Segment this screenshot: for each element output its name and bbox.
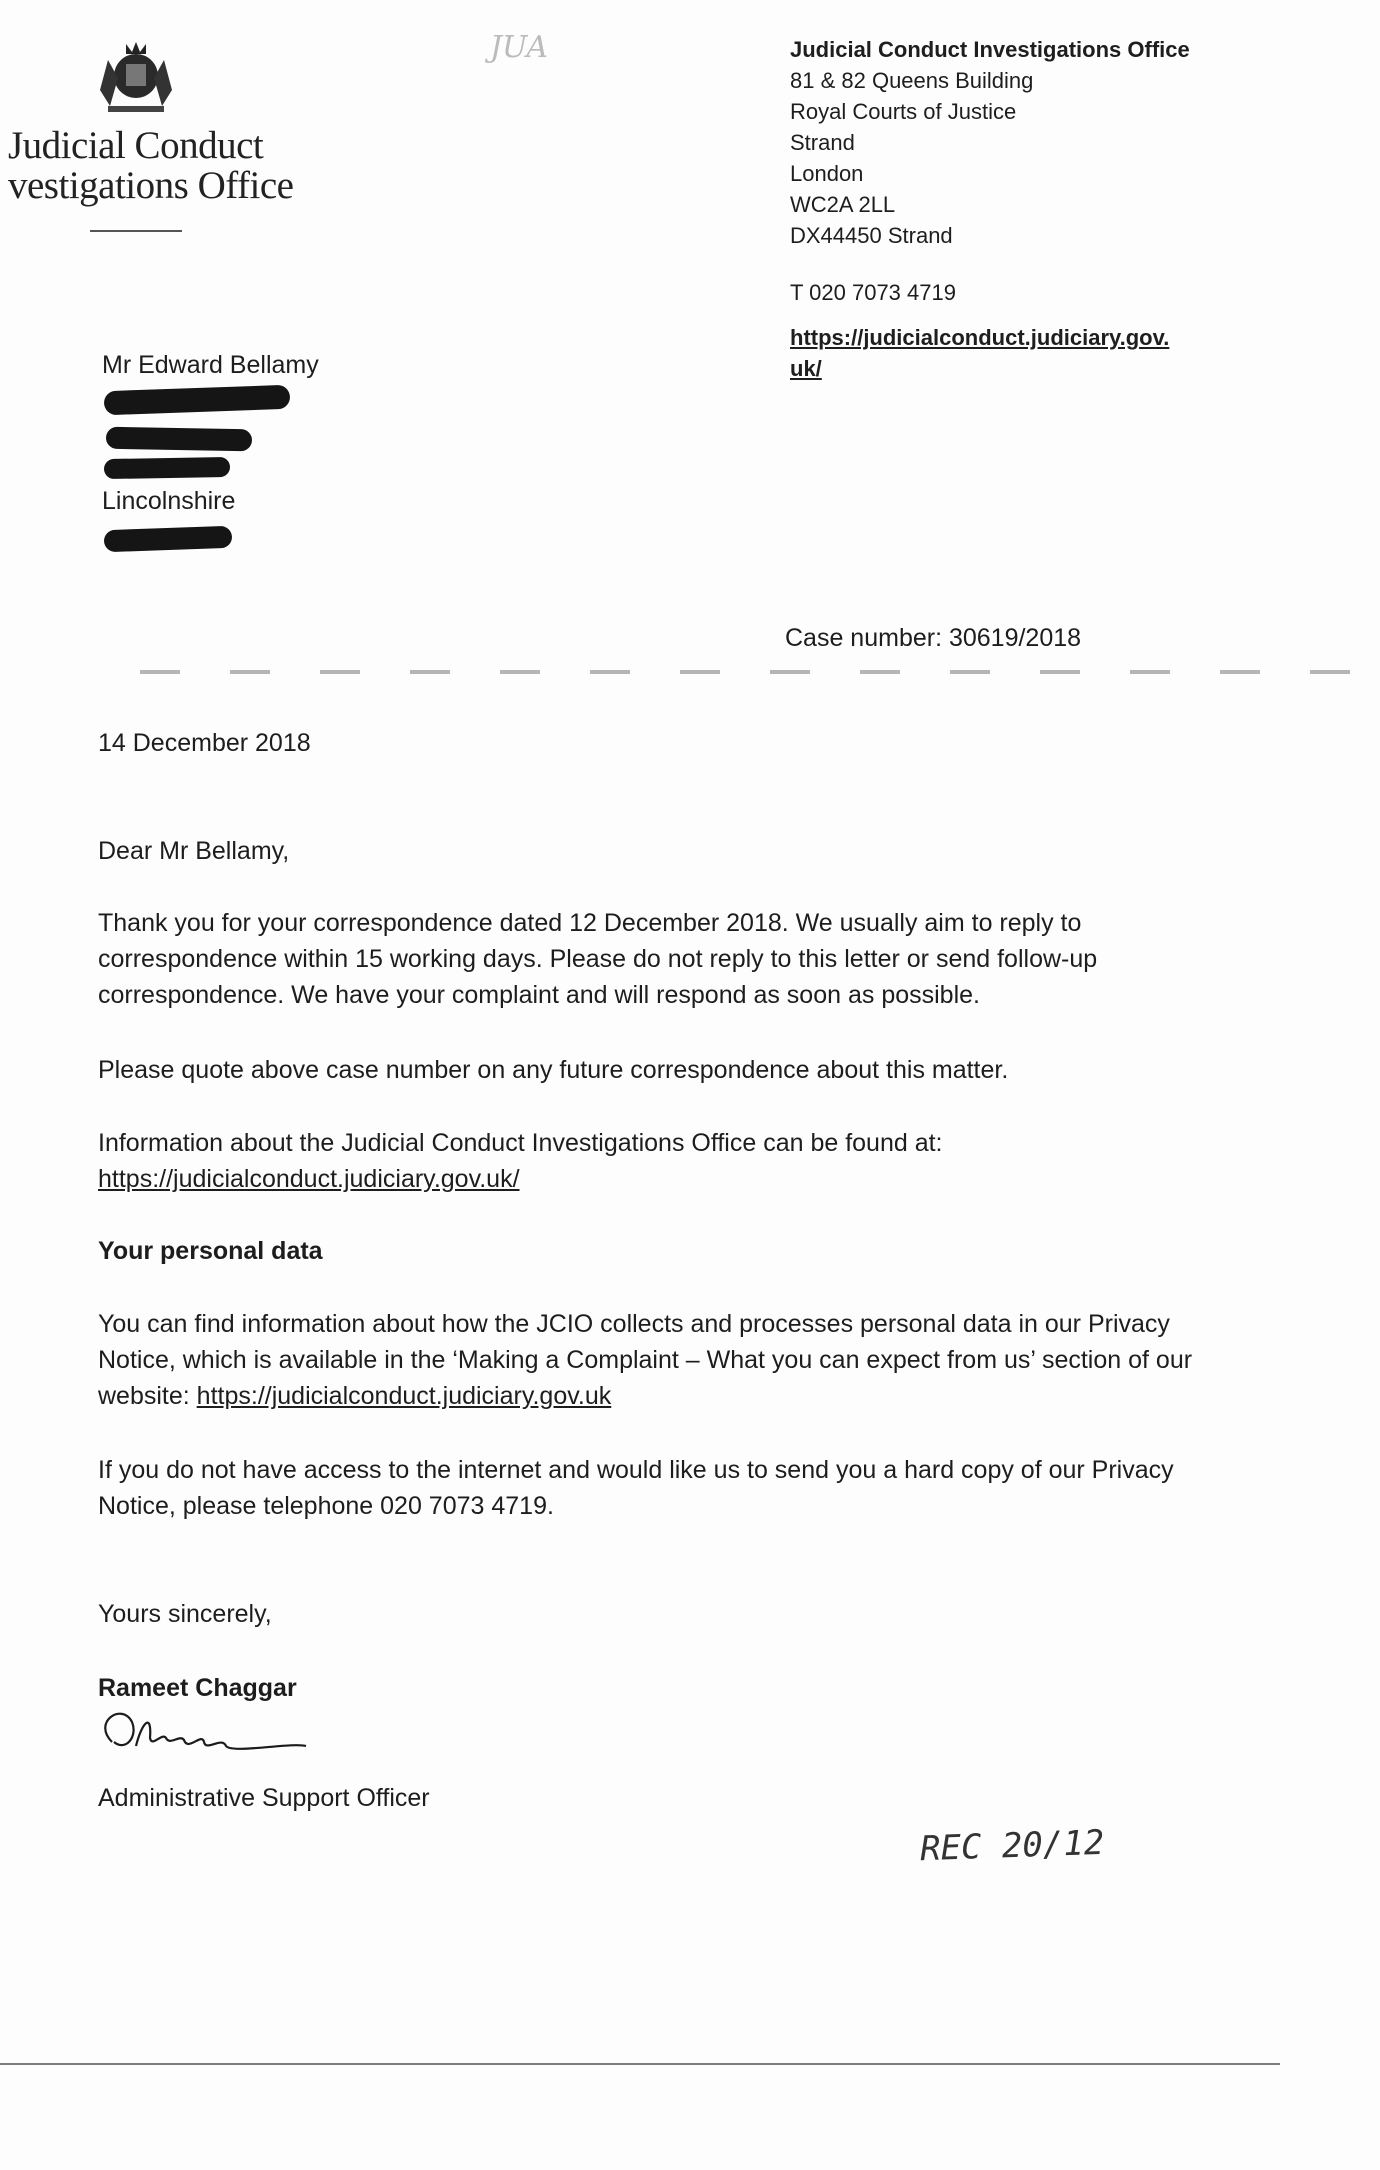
sender-phone: T 020 7073 4719 <box>790 280 956 305</box>
organisation-logo-text <box>8 126 293 206</box>
paragraph-hard-copy: If you do not have access to the internet and would like us to send you a hard copy of our Privacy Notice, please telephone 020 7073 4719. <box>98 1456 1174 1520</box>
paragraph-case-reference: Please quote above case number on any future correspondence about this matter. <box>98 1056 1009 1084</box>
signature <box>92 1702 312 1772</box>
address-line: DX44450 Strand <box>790 223 953 248</box>
address-line: London <box>790 161 864 186</box>
redaction-bar <box>104 385 291 415</box>
paragraph-privacy <box>98 1306 1198 1414</box>
redaction-bar <box>104 457 230 479</box>
recipient-name: Mr Edward Bellamy <box>102 351 319 379</box>
logo-line-2: vestigations Office <box>8 164 294 207</box>
privacy-website-link[interactable]: https://judicialconduct.judiciary.gov.uk <box>196 1382 612 1410</box>
section-heading: Your personal data <box>98 1237 323 1265</box>
salutation: Dear Mr Bellamy, <box>98 837 290 865</box>
logo-line-1: Judicial Conduct <box>8 124 264 167</box>
handwritten-note: REC 20/12 <box>919 1822 1105 1870</box>
redaction-bar <box>104 526 233 552</box>
address-line: WC2A 2LL <box>790 192 896 217</box>
recipient-county: Lincolnshire <box>102 487 236 515</box>
paragraph-text: You can find information about how the JCIO collects and processes personal data in our Privacy Notice, which is available in the ‘Making a Complaint – What you can expect from us’ section of our website: <box>98 1310 1193 1410</box>
closing: Yours sincerely, <box>98 1600 272 1628</box>
website-link[interactable]: https://judicialconduct.judiciary.gov.uk/ <box>98 1165 520 1193</box>
logo-divider <box>90 230 182 232</box>
letter-date: 14 December 2018 <box>98 729 311 757</box>
paragraph-acknowledgement: Thank you for your correspondence dated 12 December 2018. We usually aim to reply to correspondence within 15 working days. Please do not reply to this letter or send follow-up correspondence. We have your complaint and will respond as soon as possible. <box>98 909 1098 1009</box>
case-number: Case number: 30619/2018 <box>785 624 1082 652</box>
sender-address <box>790 34 1190 251</box>
paragraph-information <box>98 1125 1198 1197</box>
signer-name: Rameet Chaggar <box>98 1674 297 1702</box>
royal-crest-icon <box>88 30 184 118</box>
sender-website-link[interactable]: https://judicialconduct.judiciary.gov.uk/ <box>790 325 1170 381</box>
address-line: Judicial Conduct Investigations Office <box>790 37 1190 62</box>
scan-divider <box>140 670 1380 674</box>
address-line: Strand <box>790 130 855 155</box>
scribble-mark: JUA <box>490 30 549 65</box>
address-line: 81 & 82 Queens Building <box>790 68 1034 93</box>
redaction-bar <box>106 427 252 452</box>
scan-edge-line <box>0 2063 1280 2065</box>
address-line: Royal Courts of Justice <box>790 99 1017 124</box>
signer-role: Administrative Support Officer <box>98 1784 430 1812</box>
paragraph-text: Information about the Judicial Conduct Investigations Office can be found at: <box>98 1129 943 1157</box>
